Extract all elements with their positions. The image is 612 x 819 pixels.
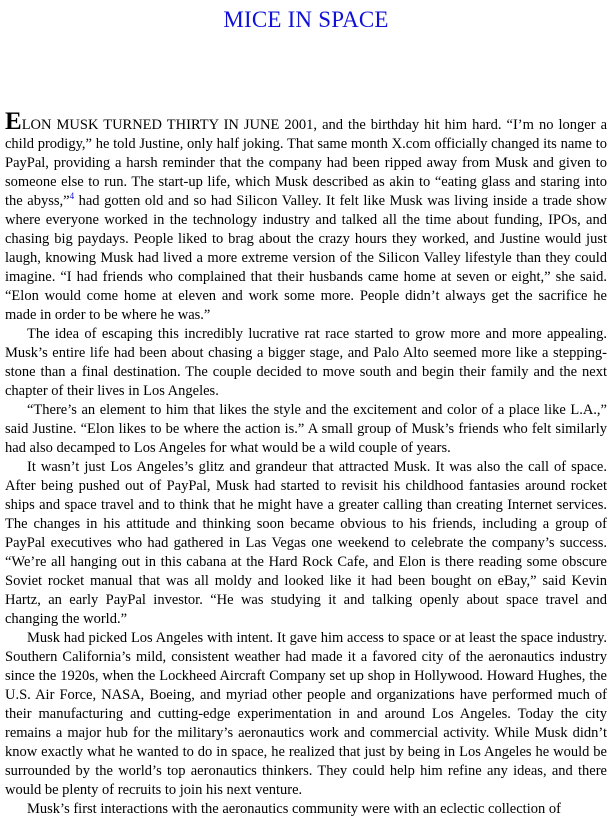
paragraph-1-text-b: had gotten old and so had Silicon Valley. It felt like Musk was living inside a trade show where everyone worked in the technology industry and talked all the time about funding, IPOs, and chasing big paydays. People liked to brag about the crazy hours they worked, and Justine would just laugh, knowing Musk had lived a more extreme version of the Silicon Valley lifestyle than they could imagine. “I had friends who complained that their husbands came home at seven or eight,” she said. “Elon would come home at eleven and work some more. People didn’t always get the sacrifice he made in order to be where he was.” — [5, 193, 608, 323]
paragraph-1 — [5, 108, 608, 325]
paragraph-3: “There’s an element to him that likes the style and the excitement and color of a place like L.A.,” said Justine. “Elon likes to be where the action is.” A small group of Musk’s friends who felt similarly had also decamped to Los Angeles for what would be a wild couple of years. — [5, 402, 607, 456]
paragraph-2: The idea of escaping this incredibly lucrative rat race started to grow more and more appealing. Musk’s entire life had been about chasing a bigger stage, and Palo Alto seemed more like a stepping-stone than a final destination. The couple decided to move south and begin their family and the next chapter of their lives in Los Angeles. — [5, 326, 607, 399]
footnote-marker[interactable]: 4 — [69, 191, 75, 202]
paragraph-4: It wasn’t just Los Angeles’s glitz and grandeur that attracted Musk. It was also the call of space. After being pushed out of PayPal, Musk had started to revisit his childhood fantasies around rocket ships and space travel and to think that he might have a greater calling than creating Internet services. The changes in his attitude and thinking soon became obvious to his friends, including a group of PayPal executives who had gathered in Las Vegas one weekend to celebrate the company’s success. “We’re all hanging out in this cabana at the Hard Rock Cafe, and Elon is there reading some obscure Soviet rocket manual that was all moldy and looked like it had been bought on eBay,” said Kevin Hartz, an early PayPal investor. “He was studying it and talking openly about space travel and changing the world.” — [5, 459, 607, 627]
paragraph-1-text-a: and the birthday hit him hard. “I’m no longer a child prodigy,” he told Justine, only half joking. That same month X.com officially changed its name to PayPal, providing a harsh reminder that the company had been ripped away from Musk and given to someone else to run. The start-up life, which Musk described as akin to “eating glass and staring into the abyss,” — [5, 117, 608, 209]
small-caps-opening: LON MUSK TURNED THIRTY IN JUNE 2001, — [21, 117, 318, 133]
paragraph-5: Musk had picked Los Angeles with intent. It gave him access to space or at least the space industry. Southern California’s mild, consistent weather had made it a favored city of the aeronautics industry since the 1920s, when the Lockheed Aircraft Company set up shop in Hollywood. Howard Hughes, the U.S. Air Force, NASA, Boeing, and myriad other people and organizations have performed much of their manufacturing and cutting-edge experimentation in and around Los Angeles. Today the city remains a major hub for the military’s aeronautics work and commercial activity. While Musk didn’t know exactly what he wanted to do in space, he realized that just by being in Los Angeles he would be surrounded by the world’s top aeronautics thinkers. They could help him refine any ideas, and there would be plenty of recruits to join his next venture. — [5, 630, 607, 798]
chapter-title: MICE IN SPACE — [223, 7, 389, 32]
paragraph-6: Musk’s first interactions with the aeronautics community were with an eclectic collection of — [27, 801, 561, 817]
document-page — [5, 0, 608, 817]
drop-cap: E — [5, 108, 22, 135]
chapter-body — [5, 108, 608, 819]
